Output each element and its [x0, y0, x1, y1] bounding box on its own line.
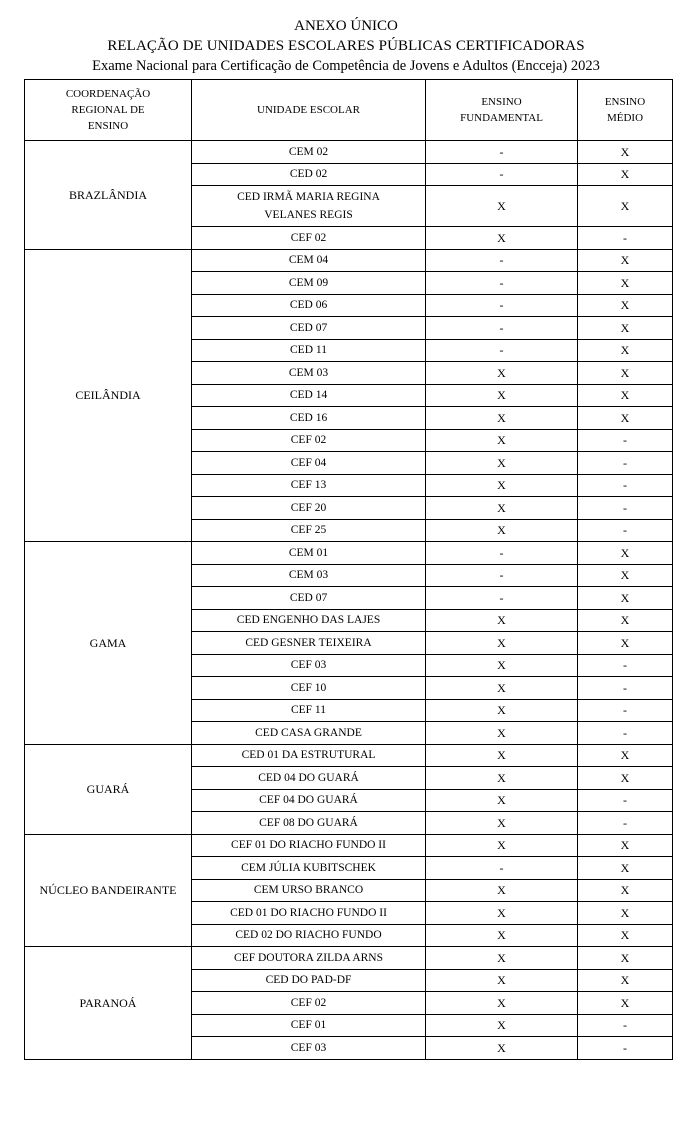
medio-cell: X: [578, 163, 673, 186]
table-row: [25, 249, 673, 272]
unidade-cell: CED 16: [192, 407, 426, 430]
unidade-cell: CEF 25: [192, 519, 426, 542]
unidade-cell: CED 07: [192, 587, 426, 610]
fundamental-cell: -: [426, 317, 578, 340]
page-title: ANEXO ÚNICO: [294, 18, 398, 34]
unidade-cell: CED 07: [192, 317, 426, 340]
medio-cell: X: [578, 767, 673, 790]
unidade-cell: CEM URSO BRANCO: [192, 879, 426, 902]
fundamental-cell: X: [426, 969, 578, 992]
table-row: [25, 744, 673, 767]
fundamental-cell: -: [426, 163, 578, 186]
regional-cell: GAMA: [25, 542, 192, 745]
table-row: [25, 542, 673, 565]
unidade-cell: CEF DOUTORA ZILDA ARNS: [192, 947, 426, 970]
medio-cell: -: [578, 227, 673, 250]
fundamental-cell: -: [426, 339, 578, 362]
medio-cell: X: [578, 857, 673, 880]
unidade-cell: CED 01 DA ESTRUTURAL: [192, 744, 426, 767]
unidade-cell: CED 01 DO RIACHO FUNDO II: [192, 902, 426, 925]
unidade-cell: CEF 10: [192, 677, 426, 700]
unidade-cell: CEM 09: [192, 272, 426, 295]
fundamental-cell: X: [426, 227, 578, 250]
fundamental-cell: -: [426, 249, 578, 272]
unidade-cell: CED IRMÃ MARIA REGINA VELANES REGIS: [192, 186, 426, 227]
header-regional: COORDENAÇÃO REGIONAL DE ENSINO: [25, 80, 192, 141]
unidade-cell: CEF 03: [192, 1037, 426, 1060]
medio-cell: X: [578, 744, 673, 767]
schools-table: [24, 79, 673, 1060]
unidade-cell: CEM 01: [192, 542, 426, 565]
unidade-cell: CEF 11: [192, 699, 426, 722]
unidade-cell: CEF 02: [192, 429, 426, 452]
fundamental-cell: X: [426, 812, 578, 835]
table-row: [25, 947, 673, 970]
fundamental-cell: X: [426, 474, 578, 497]
header-fundamental: ENSINO FUNDAMENTAL: [426, 80, 578, 141]
fundamental-cell: X: [426, 186, 578, 227]
medio-cell: -: [578, 429, 673, 452]
fundamental-cell: -: [426, 141, 578, 164]
unidade-cell: CED CASA GRANDE: [192, 722, 426, 745]
fundamental-cell: -: [426, 587, 578, 610]
fundamental-cell: X: [426, 362, 578, 385]
fundamental-cell: X: [426, 654, 578, 677]
page-subtitle: RELAÇÃO DE UNIDADES ESCOLARES PÚBLICAS CERTIFICADORAS: [107, 38, 585, 54]
regional-cell: CEILÂNDIA: [25, 249, 192, 542]
unidade-cell: CED DO PAD-DF: [192, 969, 426, 992]
fundamental-cell: X: [426, 879, 578, 902]
unidade-cell: CED 11: [192, 339, 426, 362]
medio-cell: X: [578, 632, 673, 655]
medio-cell: X: [578, 141, 673, 164]
fundamental-cell: X: [426, 992, 578, 1015]
regional-cell: NÚCLEO BANDEIRANTE: [25, 834, 192, 947]
unidade-cell: CEF 08 DO GUARÁ: [192, 812, 426, 835]
unidade-cell: CEF 20: [192, 497, 426, 520]
medio-cell: -: [578, 654, 673, 677]
medio-cell: X: [578, 542, 673, 565]
fundamental-cell: X: [426, 699, 578, 722]
unidade-cell: CEF 13: [192, 474, 426, 497]
fundamental-cell: X: [426, 789, 578, 812]
unidade-cell: CED 02: [192, 163, 426, 186]
fundamental-cell: X: [426, 767, 578, 790]
regional-cell: GUARÁ: [25, 744, 192, 834]
medio-cell: -: [578, 722, 673, 745]
medio-cell: -: [578, 677, 673, 700]
medio-cell: -: [578, 1037, 673, 1060]
medio-cell: X: [578, 564, 673, 587]
page-subtitle-2: Exame Nacional para Certificação de Competência de Jovens e Adultos (Encceja) 2023: [92, 58, 600, 74]
medio-cell: X: [578, 384, 673, 407]
medio-cell: -: [578, 1014, 673, 1037]
table-header-row: [25, 80, 673, 141]
unidade-cell: CEM 03: [192, 564, 426, 587]
fundamental-cell: X: [426, 902, 578, 925]
fundamental-cell: X: [426, 834, 578, 857]
medio-cell: -: [578, 452, 673, 475]
medio-cell: X: [578, 587, 673, 610]
medio-cell: X: [578, 407, 673, 430]
unidade-cell: CEM 02: [192, 141, 426, 164]
medio-cell: -: [578, 519, 673, 542]
medio-cell: X: [578, 317, 673, 340]
medio-cell: X: [578, 947, 673, 970]
medio-cell: -: [578, 497, 673, 520]
table-row: [25, 834, 673, 857]
fundamental-cell: -: [426, 542, 578, 565]
medio-cell: X: [578, 186, 673, 227]
fundamental-cell: -: [426, 564, 578, 587]
fundamental-cell: X: [426, 1014, 578, 1037]
fundamental-cell: X: [426, 452, 578, 475]
fundamental-cell: X: [426, 609, 578, 632]
unidade-cell: CEF 02: [192, 992, 426, 1015]
fundamental-cell: X: [426, 744, 578, 767]
unidade-cell: CED 06: [192, 294, 426, 317]
medio-cell: X: [578, 902, 673, 925]
regional-cell: BRAZLÂNDIA: [25, 141, 192, 250]
fundamental-cell: X: [426, 497, 578, 520]
medio-cell: -: [578, 474, 673, 497]
unidade-cell: CED 14: [192, 384, 426, 407]
unidade-cell: CED ENGENHO DAS LAJES: [192, 609, 426, 632]
medio-cell: -: [578, 699, 673, 722]
fundamental-cell: X: [426, 924, 578, 947]
fundamental-cell: X: [426, 429, 578, 452]
medio-cell: X: [578, 362, 673, 385]
fundamental-cell: X: [426, 1037, 578, 1060]
unidade-cell: CEM 04: [192, 249, 426, 272]
medio-cell: X: [578, 609, 673, 632]
medio-cell: X: [578, 879, 673, 902]
title-block: [0, 0, 692, 76]
fundamental-cell: X: [426, 632, 578, 655]
medio-cell: X: [578, 272, 673, 295]
unidade-cell: CEF 03: [192, 654, 426, 677]
unidade-cell: CEF 01: [192, 1014, 426, 1037]
unidade-cell: CEM JÚLIA KUBITSCHEK: [192, 857, 426, 880]
medio-cell: X: [578, 834, 673, 857]
medio-cell: X: [578, 969, 673, 992]
fundamental-cell: -: [426, 857, 578, 880]
unidade-cell: CEM 03: [192, 362, 426, 385]
fundamental-cell: -: [426, 294, 578, 317]
unidade-cell: CEF 04: [192, 452, 426, 475]
fundamental-cell: X: [426, 407, 578, 430]
header-medio: ENSINO MÉDIO: [578, 80, 673, 141]
fundamental-cell: X: [426, 722, 578, 745]
medio-cell: X: [578, 992, 673, 1015]
fundamental-cell: -: [426, 272, 578, 295]
fundamental-cell: X: [426, 384, 578, 407]
unidade-cell: CEF 02: [192, 227, 426, 250]
medio-cell: -: [578, 812, 673, 835]
medio-cell: -: [578, 789, 673, 812]
unidade-cell: CEF 01 DO RIACHO FUNDO II: [192, 834, 426, 857]
unidade-cell: CED 02 DO RIACHO FUNDO: [192, 924, 426, 947]
unidade-cell: CEF 04 DO GUARÁ: [192, 789, 426, 812]
unidade-cell: CED GESNER TEIXEIRA: [192, 632, 426, 655]
medio-cell: X: [578, 294, 673, 317]
unidade-cell: CED 04 DO GUARÁ: [192, 767, 426, 790]
regional-cell: PARANOÁ: [25, 947, 192, 1060]
medio-cell: X: [578, 924, 673, 947]
medio-cell: X: [578, 249, 673, 272]
medio-cell: X: [578, 339, 673, 362]
fundamental-cell: X: [426, 519, 578, 542]
table-row: [25, 141, 673, 164]
fundamental-cell: X: [426, 947, 578, 970]
header-unidade: UNIDADE ESCOLAR: [192, 80, 426, 141]
fundamental-cell: X: [426, 677, 578, 700]
